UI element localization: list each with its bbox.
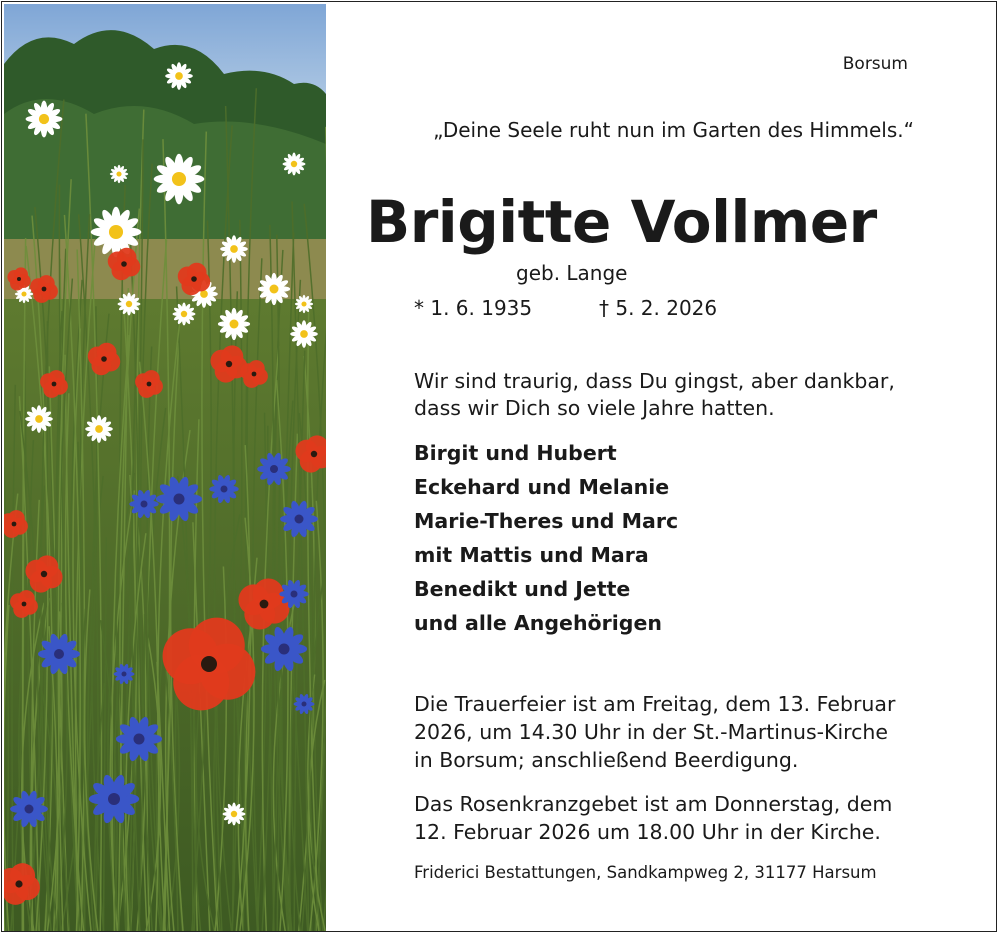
rosary-line: Das Rosenkranzgebet ist am Donnerstag, dem [414, 792, 893, 816]
mourners-list [414, 436, 678, 640]
funeral-info [414, 690, 895, 774]
mourner-entry: mit Mattis und Mara [414, 543, 649, 567]
death-date: † 5. 2. 2026 [599, 296, 718, 320]
funeral-line: in Borsum; anschließend Beerdigung. [414, 748, 799, 772]
funeral-line: 2026, um 14.30 Uhr in der St.-Martinus-Kirche [414, 720, 889, 744]
rosary-info [414, 790, 892, 846]
deceased-name: Brigitte Vollmer [366, 188, 877, 256]
undertaker-address: Friderici Bestattungen, Sandkampweg 2, 31177 Harsum [414, 863, 877, 882]
mourner-entry: Birgit und Hubert [414, 441, 617, 465]
place-name: Borsum [842, 54, 908, 74]
verse-text [414, 368, 895, 422]
wildflower-meadow-photo [4, 4, 326, 932]
funeral-line: Die Trauerfeier ist am Freitag, dem 13. Februar [414, 692, 896, 716]
mourner-entry: Eckehard und Melanie [414, 475, 670, 499]
mourner-entry: Benedikt und Jette [414, 577, 631, 601]
birth-date: * 1. 6. 1935 [414, 296, 533, 320]
memorial-quote: „Deine Seele ruht nun im Garten des Himmels.“ [433, 118, 914, 142]
rosary-line: 12. Februar 2026 um 18.00 Uhr in der Kirche. [414, 820, 881, 844]
verse-line: dass wir Dich so viele Jahre hatten. [414, 396, 775, 420]
mourner-entry: Marie-Theres und Marc [414, 509, 679, 533]
obituary-notice [1, 1, 997, 932]
mourner-entry: und alle Angehörigen [414, 611, 662, 635]
verse-line: Wir sind traurig, dass Du gingst, aber dankbar, [414, 369, 895, 393]
birth-name: geb. Lange [516, 261, 628, 285]
